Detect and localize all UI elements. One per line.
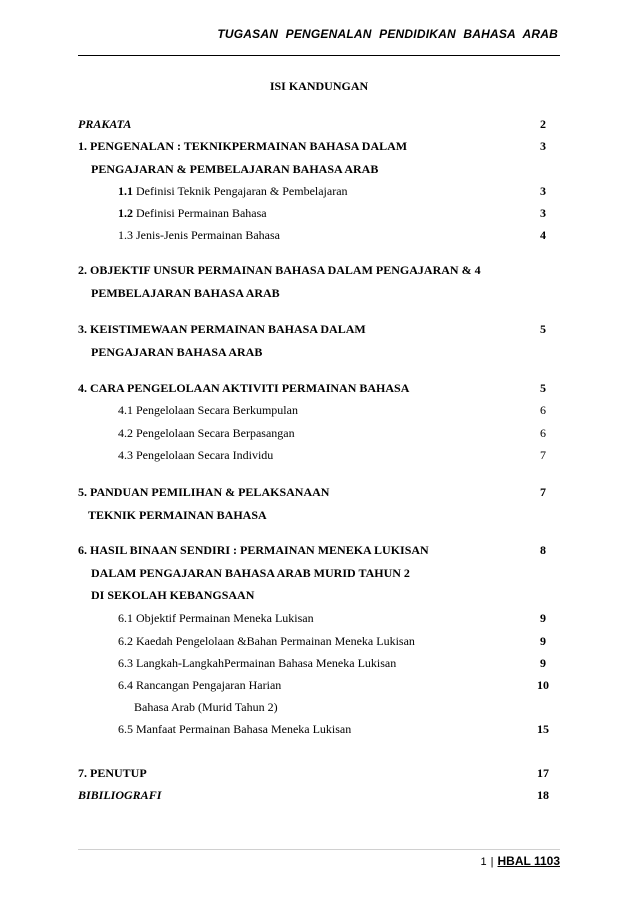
toc-entry-label: 6.2 Kaedah Pengelolaan &Bahan Permainan Meneka Lukisan [118, 634, 415, 648]
toc-entry-label: 7. PENUTUP [78, 766, 147, 780]
page-footer [0, 854, 560, 868]
toc-entry-page: 3 [540, 184, 546, 198]
toc-entry-label: 4.2 Pengelolaan Secara Berpasangan [118, 426, 295, 440]
toc-entry-label: Bahasa Arab (Murid Tahun 2) [134, 700, 278, 714]
toc-entry-label: 4.3 Pengelolaan Secara Individu [118, 448, 274, 462]
toc-entry-page: 8 [540, 543, 546, 557]
toc-entry-label: 6.4 Rancangan Pengajaran Harian [118, 678, 282, 692]
toc-entry-page: 7 [540, 448, 546, 462]
toc-entry-label: 4. CARA PENGELOLAAN AKTIVITI PERMAINAN BAHASA [78, 381, 410, 395]
toc-entry-page: 5 [540, 322, 546, 336]
toc-entry-page: 2 [540, 117, 546, 131]
toc-entry-page: 9 [540, 656, 546, 670]
toc-entry-label: 2. OBJEKTIF UNSUR PERMAINAN BAHASA DALAM PENGAJARAN & 4 [78, 263, 481, 277]
document-header: TUGASAN PENGENALAN PENDIDIKAN BAHASA ARAB [217, 27, 558, 41]
footer-divider [78, 849, 560, 850]
toc-entry-label: PENGAJARAN BAHASA ARAB [91, 345, 263, 359]
toc-entry-page: 9 [540, 634, 546, 648]
toc-entry-label: 3. KEISTIMEWAAN PERMAINAN BAHASA DALAM [78, 322, 366, 336]
toc-entry-label: 1. PENGENALAN : TEKNIKPERMAINAN BAHASA DALAM [78, 139, 408, 153]
toc-entry-page: 6 [540, 426, 546, 440]
toc-entry-label: PRAKATA [78, 117, 132, 131]
toc-entry-text: Definisi Teknik Pengajaran & Pembelajaran [136, 184, 348, 198]
toc-entry-page: 10 [537, 678, 549, 692]
toc-entry-page: 17 [537, 766, 549, 780]
toc-entry-label: 4.1 Pengelolaan Secara Berkumpulan [118, 403, 298, 417]
page-number: 1 [480, 856, 487, 868]
toc-entry-text: Definisi Permainan Bahasa [136, 206, 267, 220]
toc-entry-label [118, 205, 267, 221]
toc-entry-label: DI SEKOLAH KEBANGSAAN [91, 588, 255, 602]
toc-entry-page: 4 [540, 228, 546, 242]
toc-entry-label: TEKNIK PERMAINAN BAHASA [88, 508, 267, 522]
toc-entry-page: 7 [540, 485, 546, 499]
toc-entry-label: 6.5 Manfaat Permainan Bahasa Meneka Lukisan [118, 722, 352, 736]
toc-entry-label: 1.3 Jenis-Jenis Permainan Bahasa [118, 228, 280, 242]
toc-entry-label: 6.3 Langkah-LangkahPermainan Bahasa Meneka Lukisan [118, 656, 397, 670]
toc-entry-page: 3 [540, 139, 546, 153]
footer-separator: | [490, 856, 494, 868]
course-code: HBAL 1103 [497, 854, 560, 868]
toc-entry-page: 3 [540, 206, 546, 220]
toc-entry-page: 18 [537, 788, 549, 802]
toc-entry-label: PENGAJARAN & PEMBELAJARAN BAHASA ARAB [91, 162, 379, 176]
toc-entry-number: 1.2 [118, 206, 133, 220]
toc-entry-label: PEMBELAJARAN BAHASA ARAB [91, 286, 280, 300]
toc-entry-label: 5. PANDUAN PEMILIHAN & PELAKSANAAN [78, 485, 330, 499]
toc-entry-label: BIBILIOGRAFI [78, 788, 162, 802]
toc-entry-number: 1.1 [118, 184, 133, 198]
toc-entry-page: 6 [540, 403, 546, 417]
toc-entry-label: DALAM PENGAJARAN BAHASA ARAB MURID TAHUN 2 [91, 566, 410, 580]
toc-entry-label [118, 183, 348, 199]
toc-entry-page: 9 [540, 611, 546, 625]
toc-entry-label: 6.1 Objektif Permainan Meneka Lukisan [118, 611, 314, 625]
toc-entry-page: 5 [540, 381, 546, 395]
toc-entry-page: 15 [537, 722, 549, 736]
header-divider [78, 55, 560, 56]
toc-entry-label: 6. HASIL BINAAN SENDIRI : PERMAINAN MENEKA LUKISAN [78, 543, 429, 557]
toc-title: ISI KANDUNGAN [269, 79, 369, 93]
